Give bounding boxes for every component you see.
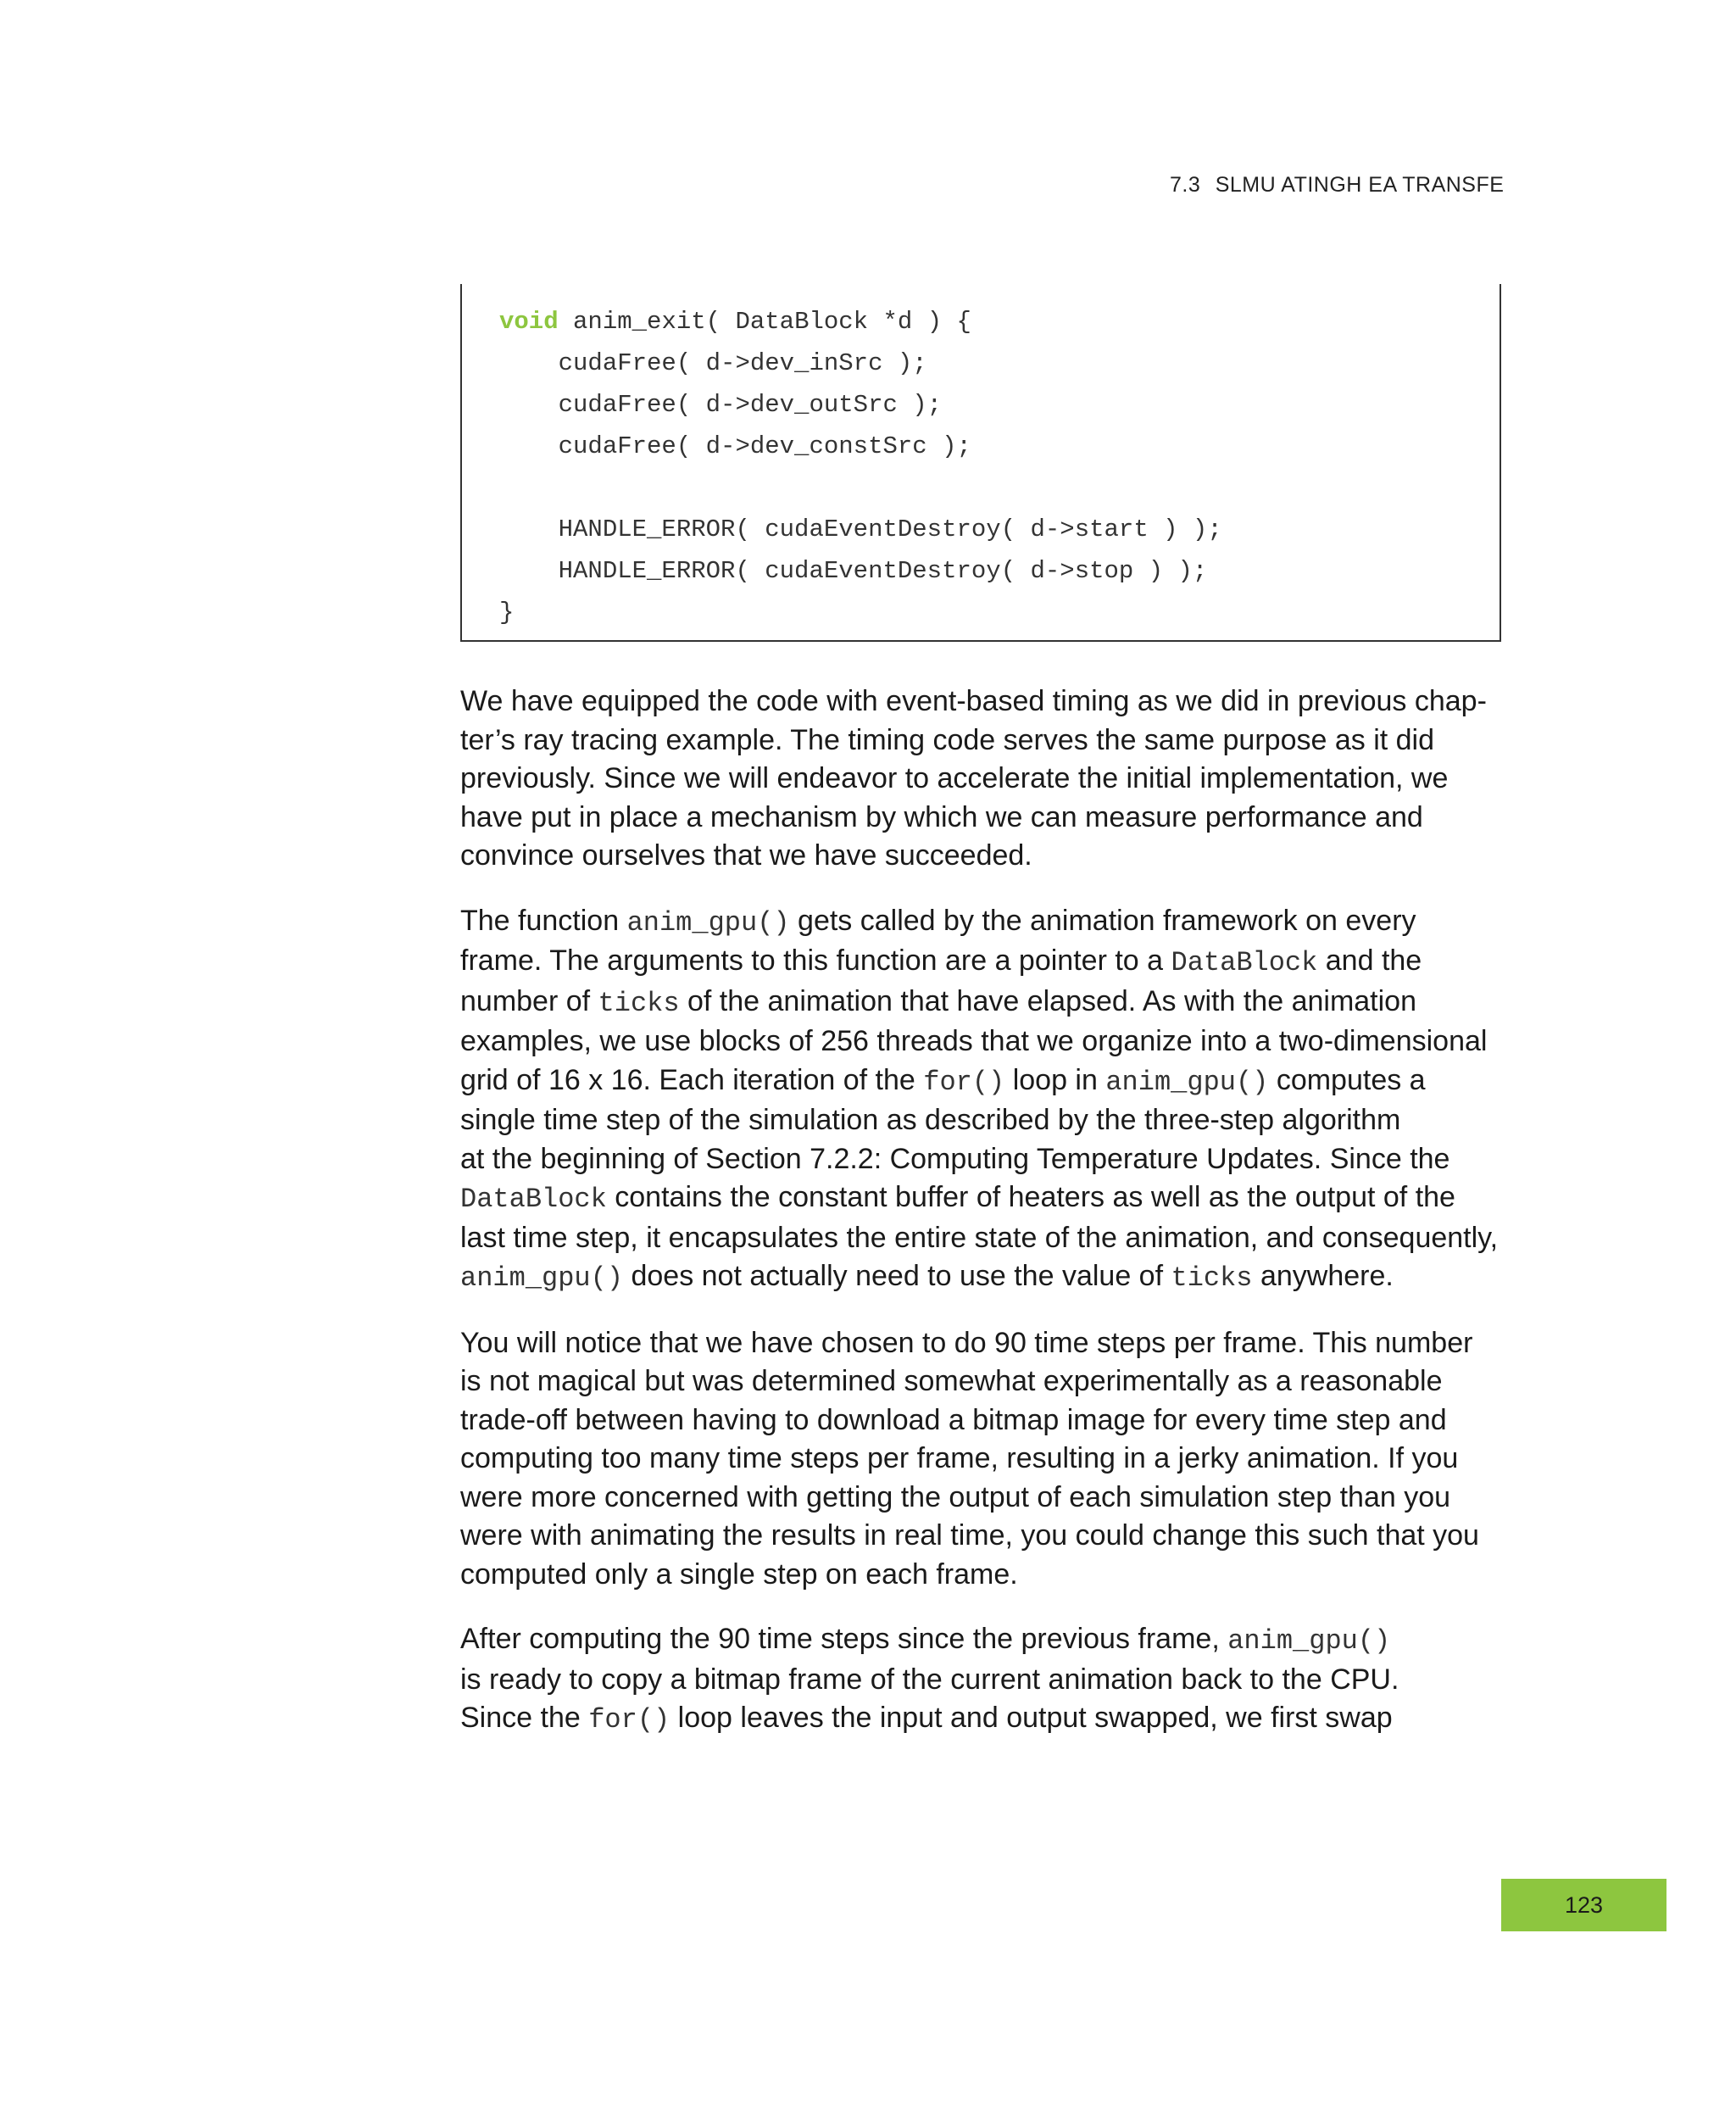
text-run: of the animation that have elapsed. As with the animation: [679, 984, 1416, 1017]
page-number: 123: [1564, 1892, 1604, 1918]
paragraph-copy-bitmap: [460, 1620, 1511, 1740]
code-text: HANDLE_ERROR( cudaEventDestroy( d->start ) );: [499, 515, 1222, 543]
text-run: does not actually need to use the value of: [623, 1260, 1171, 1292]
text-run: frame. The arguments to this function are a pointer to a: [460, 944, 1171, 977]
code-line: [499, 384, 1222, 426]
text-run: computes a: [1268, 1063, 1426, 1096]
paragraph-time-steps: [460, 1324, 1511, 1595]
code-text: anim_exit( DataBlock *d ) {: [558, 308, 971, 336]
text-line: is ready to copy a bitmap frame of the current animation back to the CPU.: [460, 1663, 1399, 1696]
page-number-tab: [1501, 1879, 1666, 1931]
text-run: After computing the 90 time steps since the previous frame,: [460, 1623, 1228, 1655]
text-line: previously. Since we will endeavor to accelerate the initial implementation, we: [460, 762, 1449, 794]
text-run: Since the: [460, 1702, 589, 1734]
text-line: We have equipped the code with event-based timing as we did in previous chap-: [460, 685, 1487, 717]
code-text: HANDLE_ERROR( cudaEventDestroy( d->stop ) );: [499, 557, 1208, 585]
code-keyword: void: [499, 308, 559, 336]
text-line: ter’s ray tracing example. The timing code serves the same purpose as it did: [460, 723, 1435, 756]
inline-code: anim_gpu(): [1227, 1625, 1391, 1657]
section-number: 7.3: [1170, 173, 1201, 197]
text-run: gets called by the animation framework on every: [789, 904, 1416, 937]
paragraph-timing: [460, 682, 1511, 876]
text-line: convince ourselves that we have succeeded.: [460, 839, 1032, 872]
inline-code: for(): [588, 1704, 670, 1736]
text-line: is not magical but was determined somewhat experimentally as a reasonable: [460, 1365, 1443, 1397]
code-line: [499, 592, 1222, 633]
code-text: cudaFree( d->dev_constSrc );: [499, 432, 971, 460]
text-run: contains the constant buffer of heaters as well as the output of the: [606, 1181, 1455, 1213]
inline-code: anim_gpu(): [626, 906, 790, 939]
code-line: [499, 509, 1222, 550]
text-line: were with animating the results in real time, you could change this such that you: [460, 1519, 1479, 1552]
text-line: at the beginning of Section 7.2.2: Computing Temperature Updates. Since the: [460, 1142, 1450, 1175]
text-line: [460, 942, 1511, 983]
body-text: [460, 682, 1511, 1766]
text-run: loop in: [1004, 1063, 1106, 1096]
text-line: computing too many time steps per frame, resulting in a jerky animation. If you: [460, 1442, 1459, 1474]
text-line: [460, 983, 1511, 1023]
text-line: You will notice that we have chosen to do 90 time steps per frame. This number: [460, 1326, 1473, 1359]
code-text: }: [499, 599, 515, 627]
inline-code: DataBlock: [1171, 947, 1318, 978]
inline-code: DataBlock: [460, 1184, 607, 1215]
text-line: [460, 1178, 1511, 1219]
text-line: single time step of the simulation as described by the three-step algorithm: [460, 1104, 1401, 1136]
text-line: examples, we use blocks of 256 threads that we organize into a two-dimensional: [460, 1025, 1488, 1057]
text-line: [460, 1620, 1511, 1661]
code-text: cudaFree( d->dev_outSrc );: [499, 391, 943, 419]
paragraph-anim-gpu: [460, 902, 1511, 1298]
inline-code: ticks: [598, 987, 680, 1019]
text-run: and the: [1317, 944, 1422, 977]
inline-code: anim_gpu(): [460, 1262, 624, 1294]
running-header: [1170, 173, 1505, 198]
text-run: loop leaves the input and output swapped, we first swap: [670, 1702, 1393, 1734]
text-line: trade-off between having to download a bitmap image for every time step and: [460, 1403, 1447, 1436]
code-line: [499, 426, 1222, 467]
text-run: anywhere.: [1252, 1260, 1394, 1292]
code-text: cudaFree( d->dev_inSrc );: [499, 349, 927, 377]
code-line: [499, 301, 1222, 343]
text-line: last time step, it encapsulates the entire state of the animation, and consequently,: [460, 1221, 1499, 1254]
text-line: [460, 902, 1511, 943]
inline-code: ticks: [1171, 1262, 1253, 1294]
code-line: [499, 467, 1222, 509]
code-line: [499, 343, 1222, 384]
text-line: were more concerned with getting the output of each simulation step than you: [460, 1480, 1451, 1513]
inline-code: for(): [923, 1066, 1005, 1098]
text-run: The function: [460, 904, 627, 937]
text-run: number of: [460, 984, 598, 1017]
inline-code: anim_gpu(): [1105, 1066, 1269, 1098]
text-run: grid of 16 x 16. Each iteration of the: [460, 1063, 924, 1096]
code-listing: [460, 284, 1501, 642]
text-line: have put in place a mechanism by which we can measure performance and: [460, 800, 1423, 833]
text-line: [460, 1257, 1511, 1298]
text-line: [460, 1061, 1511, 1102]
section-title: SLMU ATINGH EA TRANSFE: [1215, 173, 1505, 197]
text-line: [460, 1699, 1511, 1740]
code-lines: [499, 301, 1222, 633]
code-line: [499, 550, 1222, 592]
text-line: computed only a single step on each frame.: [460, 1557, 1018, 1591]
